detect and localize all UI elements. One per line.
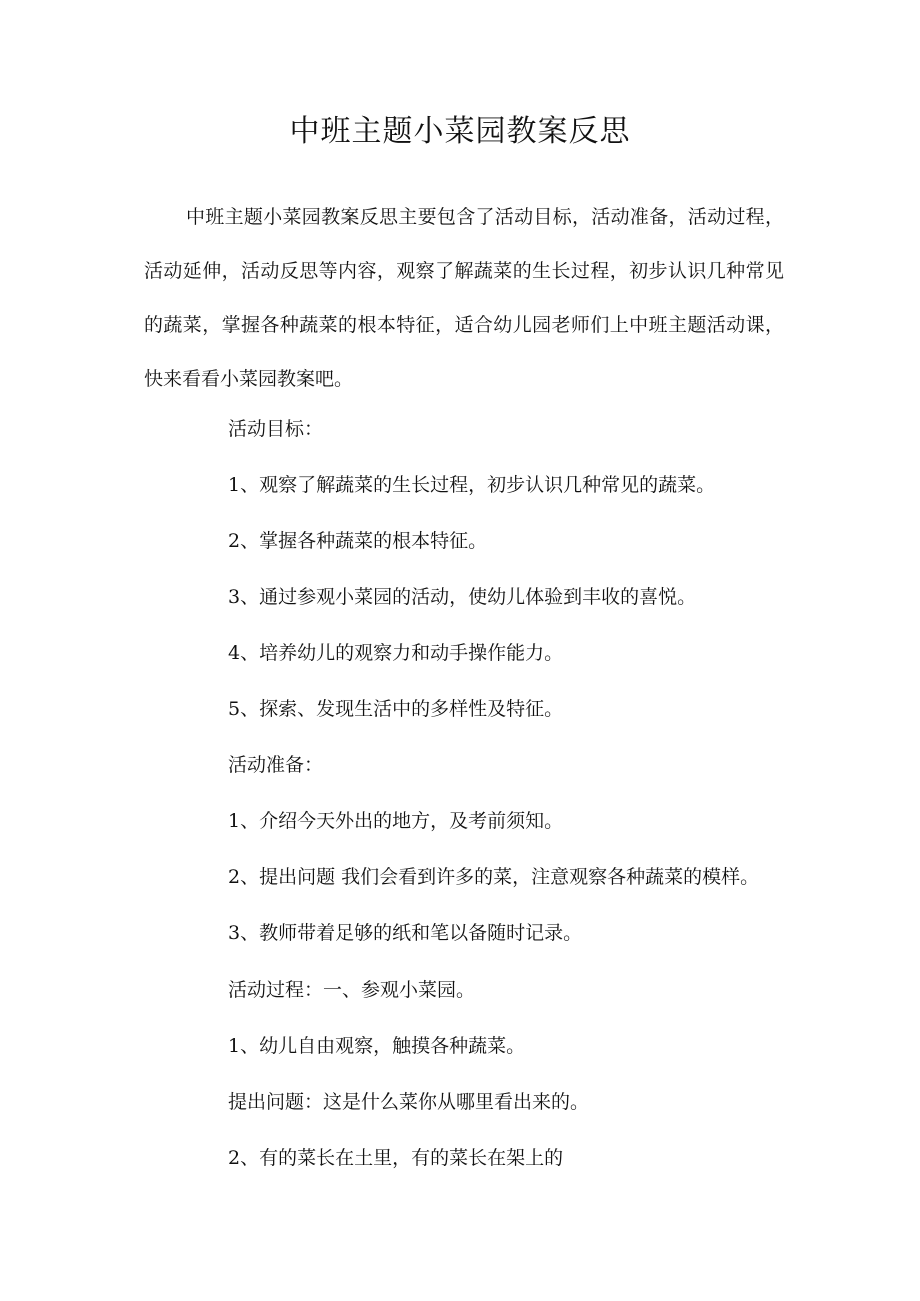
process-item-1: 1、幼儿自由观察，触摸各种蔬菜。 xyxy=(228,1035,526,1057)
page-title: 中班主题小菜园教案反思 xyxy=(289,114,631,149)
prep-heading: 活动准备： xyxy=(228,754,324,776)
process-item-3: 2、有的菜长在土里，有的菜长在架上的 xyxy=(228,1147,564,1169)
prep-item-2: 2、提出问题 我们会看到许多的菜，注意观察各种蔬菜的模样。 xyxy=(228,866,760,888)
goal-item-4: 4、培养幼儿的观察力和动手操作能力。 xyxy=(228,642,564,664)
intro-paragraph: 中班主题小菜园教案反思主要包含了活动目标，活动准备，活动过程，活动延伸，活动反思等内容，观察了解蔬菜的生长过程，初步认识几种常见的蔬菜，掌握各种蔬菜的根本特征，适合幼儿园老师们上中班主题活动课，快来看看小菜园教案吧。 xyxy=(144,206,784,390)
process-item-2: 提出问题：这是什么菜你从哪里看出来的。 xyxy=(228,1091,590,1113)
goal-item-5: 5、探索、发现生活中的多样性及特征。 xyxy=(228,698,564,720)
goal-item-2: 2、掌握各种蔬菜的根本特征。 xyxy=(228,530,488,552)
prep-item-3: 3、教师带着足够的纸和笔以备随时记录。 xyxy=(228,922,583,944)
goals-heading: 活动目标： xyxy=(228,418,324,440)
prep-item-1: 1、介绍今天外出的地方，及考前须知。 xyxy=(228,810,564,832)
goal-item-1: 1、观察了解蔬菜的生长过程，初步认识几种常见的蔬菜。 xyxy=(228,474,716,496)
goal-item-3: 3、通过参观小菜园的活动，使幼儿体验到丰收的喜悦。 xyxy=(228,586,697,608)
process-heading: 活动过程：一、参观小菜园。 xyxy=(228,979,476,1001)
